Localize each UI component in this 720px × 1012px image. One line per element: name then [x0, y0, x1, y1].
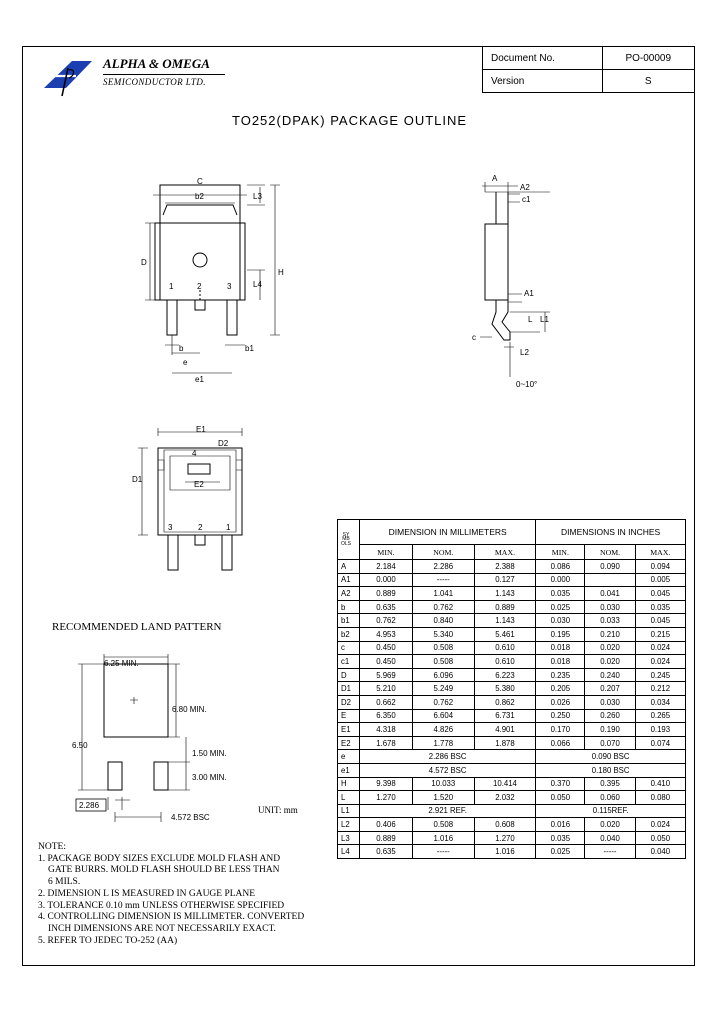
row-value: 0.045: [635, 587, 685, 601]
row-value: 1.143: [474, 614, 536, 628]
dim-label-b2: b2: [195, 192, 204, 201]
row-symbol: L4: [338, 845, 360, 859]
row-value: 5.969: [360, 668, 413, 682]
row-value-in-span: 0.180 BSC: [536, 763, 686, 777]
row-value: 0.210: [585, 627, 635, 641]
mm-header: DIMENSION IN MILLIMETERS: [360, 520, 536, 545]
row-value: 0.889: [360, 831, 413, 845]
dim-label-angle: 0~10°: [516, 380, 538, 389]
row-value: 1.778: [412, 736, 474, 750]
table-row: [338, 614, 686, 628]
row-value: 0.030: [585, 695, 635, 709]
row-value: 1.143: [474, 587, 536, 601]
version-label: Version: [483, 70, 603, 93]
row-value: 0.508: [412, 818, 474, 832]
dim-label-L1: L1: [540, 315, 549, 324]
row-value: 1.678: [360, 736, 413, 750]
row-symbol: e1: [338, 763, 360, 777]
row-value: 0.240: [585, 668, 635, 682]
row-value: 0.035: [536, 831, 585, 845]
row-value: 0.215: [635, 627, 685, 641]
row-symbol: A: [338, 560, 360, 574]
table-row: [338, 845, 686, 859]
row-value: 0.024: [635, 818, 685, 832]
subheader-min-mm: MIN.: [360, 545, 413, 560]
row-symbol: D: [338, 668, 360, 682]
row-symbol: c1: [338, 655, 360, 669]
table-row: [338, 723, 686, 737]
row-value: 0.635: [360, 600, 413, 614]
notes-block: [38, 842, 304, 947]
row-value: 0.005: [635, 573, 685, 587]
row-symbol: L: [338, 791, 360, 805]
subheader-nom-mm: NOM.: [412, 545, 474, 560]
row-value: 0.508: [412, 655, 474, 669]
table-subheader-row: [338, 545, 686, 560]
dim-label-A2: A2: [520, 183, 530, 192]
row-value: 0.450: [360, 641, 413, 655]
row-value: 0.026: [536, 695, 585, 709]
pad-label-4: 4: [192, 449, 197, 458]
row-value: 0.090: [585, 560, 635, 574]
row-value: 0.762: [360, 614, 413, 628]
land-label-gap: 1.50 MIN.: [192, 749, 227, 758]
row-value: 0.020: [585, 818, 635, 832]
table-row: [338, 791, 686, 805]
row-value: 4.826: [412, 723, 474, 737]
top-view-drawing: [135, 175, 295, 390]
dim-label-c1: c1: [522, 195, 531, 204]
dim-label-A: A: [492, 174, 498, 183]
row-value: 0.034: [635, 695, 685, 709]
row-value: 0.245: [635, 668, 685, 682]
row-value: 0.041: [585, 587, 635, 601]
table-row: [338, 777, 686, 791]
pin-label-1: 1: [169, 282, 174, 291]
table-row: [338, 804, 686, 818]
row-symbol: L2: [338, 818, 360, 832]
row-symbol: b: [338, 600, 360, 614]
row-value: 0.040: [635, 845, 685, 859]
table-row: [338, 573, 686, 587]
row-value: 0.030: [536, 614, 585, 628]
row-value: 1.878: [474, 736, 536, 750]
note-line: GATE BURRS. MOLD FLASH SHOULD BE LESS THAN: [48, 865, 280, 876]
row-value: 2.184: [360, 560, 413, 574]
version-value: S: [602, 70, 694, 93]
unit-label: UNIT: mm: [258, 805, 298, 815]
row-value: 2.286: [412, 560, 474, 574]
page-title: TO252(DPAK) PACKAGE OUTLINE: [232, 113, 468, 128]
row-value: 0.205: [536, 682, 585, 696]
row-value: 4.901: [474, 723, 536, 737]
row-value: 0.050: [635, 831, 685, 845]
row-value: 0.086: [536, 560, 585, 574]
dimension-table: [337, 519, 686, 859]
row-value: 0.025: [536, 600, 585, 614]
row-value: 5.340: [412, 627, 474, 641]
land-pattern-title: RECOMMENDED LAND PATTERN: [52, 621, 222, 633]
row-value: 0.260: [585, 709, 635, 723]
dim-label-C: C: [197, 177, 203, 186]
note-line: 2. DIMENSION L IS MEASURED IN GAUGE PLANE: [38, 888, 256, 899]
bottom-pin-label-1: 1: [226, 523, 231, 532]
row-value: 2.032: [474, 791, 536, 805]
row-value: 0.610: [474, 655, 536, 669]
row-value: 1.520: [412, 791, 474, 805]
row-value: -----: [412, 573, 474, 587]
logo-rule: [103, 74, 225, 75]
document-number-label: Document No.: [483, 47, 603, 70]
land-label-pad-height: 3.00 MIN.: [192, 773, 227, 782]
row-value: 1.041: [412, 587, 474, 601]
subheader-max-in: MAX.: [635, 545, 685, 560]
row-value: 0.000: [360, 573, 413, 587]
bottom-view-drawing: [130, 420, 260, 580]
dim-label-E1: E1: [196, 425, 206, 434]
row-value: 0.635: [360, 845, 413, 859]
row-value: 5.210: [360, 682, 413, 696]
row-value: 9.398: [360, 777, 413, 791]
row-value: 0.060: [585, 791, 635, 805]
row-value: 6.096: [412, 668, 474, 682]
row-value: 1.016: [412, 831, 474, 845]
land-label-total: 6.50: [72, 741, 88, 750]
dim-label-e1: e1: [195, 375, 204, 384]
row-symbol: E2: [338, 736, 360, 750]
note-line: 5. REFER TO JEDEC TO-252 (AA): [38, 935, 178, 946]
row-value: 0.074: [635, 736, 685, 750]
row-value: 0.000: [536, 573, 585, 587]
table-row: [338, 831, 686, 845]
dim-label-H: H: [278, 268, 284, 277]
row-value: 6.731: [474, 709, 536, 723]
pin-label-2: 2: [197, 282, 202, 291]
row-value: 0.127: [474, 573, 536, 587]
dim-label-E2: E2: [194, 480, 204, 489]
row-value: 6.604: [412, 709, 474, 723]
notes-heading: NOTE:: [38, 842, 66, 852]
table-header-row: [338, 520, 686, 545]
row-value: 0.235: [536, 668, 585, 682]
row-value: 0.406: [360, 818, 413, 832]
row-value: 10.033: [412, 777, 474, 791]
row-value-mm-span: 2.921 REF.: [360, 804, 536, 818]
row-value: -----: [585, 845, 635, 859]
table-row: [338, 736, 686, 750]
row-value: 0.395: [585, 777, 635, 791]
row-value-mm-span: 4.572 BSC: [360, 763, 536, 777]
row-value: 5.380: [474, 682, 536, 696]
row-value: 6.223: [474, 668, 536, 682]
row-value: [585, 573, 635, 587]
table-row: [338, 818, 686, 832]
row-value: 0.050: [536, 791, 585, 805]
row-value-in-span: 0.090 BSC: [536, 750, 686, 764]
row-value: 0.190: [585, 723, 635, 737]
note-line: 1. PACKAGE BODY SIZES EXCLUDE MOLD FLASH AND: [38, 853, 281, 864]
inch-header: DIMENSIONS IN INCHES: [536, 520, 686, 545]
row-value: 0.608: [474, 818, 536, 832]
row-value: 0.193: [635, 723, 685, 737]
table-row: [338, 627, 686, 641]
dim-label-D2: D2: [218, 439, 229, 448]
dim-label-b1: b1: [245, 344, 254, 353]
row-symbol: L1: [338, 804, 360, 818]
row-value: 0.450: [360, 655, 413, 669]
pin-label-3: 3: [227, 282, 232, 291]
company-logo: [42, 58, 98, 98]
row-value: 0.024: [635, 641, 685, 655]
row-value: 0.889: [360, 587, 413, 601]
row-value: 0.195: [536, 627, 585, 641]
row-symbol: c: [338, 641, 360, 655]
row-symbol: H: [338, 777, 360, 791]
bottom-pin-label-2: 2: [198, 523, 203, 532]
document-header-table: [482, 46, 695, 93]
row-value: -----: [412, 845, 474, 859]
row-value: 0.025: [536, 845, 585, 859]
table-row: [338, 655, 686, 669]
table-row: [338, 668, 686, 682]
row-value: 0.045: [635, 614, 685, 628]
row-value: 0.035: [536, 587, 585, 601]
row-value: 1.270: [474, 831, 536, 845]
company-subtitle: SEMICONDUCTOR LTD.: [103, 77, 206, 87]
row-value: 0.410: [635, 777, 685, 791]
side-view-drawing: [470, 172, 560, 392]
dim-label-D: D: [141, 258, 147, 267]
row-value: 0.250: [536, 709, 585, 723]
row-value: 6.350: [360, 709, 413, 723]
row-value: 0.508: [412, 641, 474, 655]
row-value: 2.388: [474, 560, 536, 574]
dim-label-c: c: [472, 333, 476, 342]
table-row: [338, 600, 686, 614]
row-value: 0.840: [412, 614, 474, 628]
row-value: 5.249: [412, 682, 474, 696]
row-value: 0.020: [585, 641, 635, 655]
row-symbol: A2: [338, 587, 360, 601]
table-row: [338, 560, 686, 574]
row-symbol: A1: [338, 573, 360, 587]
row-value: 0.762: [412, 695, 474, 709]
row-symbol: D1: [338, 682, 360, 696]
row-value: 4.318: [360, 723, 413, 737]
row-value: 0.889: [474, 600, 536, 614]
row-symbol: e: [338, 750, 360, 764]
row-symbol: b2: [338, 627, 360, 641]
land-label-height: 6.80 MIN.: [172, 705, 207, 714]
dim-label-A1: A1: [524, 289, 534, 298]
table-row: [338, 750, 686, 764]
row-value: 0.207: [585, 682, 635, 696]
dim-label-L: L: [528, 315, 533, 324]
row-value: 0.024: [635, 655, 685, 669]
row-value: 0.370: [536, 777, 585, 791]
row-value: 0.212: [635, 682, 685, 696]
table-row: [338, 641, 686, 655]
note-line: 4. CONTROLLING DIMENSION IS MILLIMETER. CONVERTED: [38, 912, 305, 923]
row-value: 4.953: [360, 627, 413, 641]
dim-label-L2: L2: [520, 348, 529, 357]
row-symbol: L3: [338, 831, 360, 845]
company-name: ALPHA & OMEGA: [103, 56, 210, 71]
note-line: INCH DIMENSIONS ARE NOT NECESSARILY EXACT.: [48, 923, 276, 934]
document-number-value: PO-00009: [602, 47, 694, 70]
row-value: 0.016: [536, 818, 585, 832]
row-value: 0.170: [536, 723, 585, 737]
row-value: 0.018: [536, 655, 585, 669]
row-value: 0.080: [635, 791, 685, 805]
row-value: 0.033: [585, 614, 635, 628]
symbols-header: SYMBOLS: [338, 520, 360, 560]
dim-label-b: b: [179, 344, 184, 353]
land-label-pitch: 4.572 BSC: [171, 813, 210, 822]
land-pattern-drawing: [68, 652, 258, 827]
row-symbol: E1: [338, 723, 360, 737]
row-value: 0.040: [585, 831, 635, 845]
land-label-pad-width: 2.286: [79, 801, 100, 810]
land-label-width: 6.25 MIN.: [104, 659, 139, 668]
row-value: 0.020: [585, 655, 635, 669]
row-value: 5.461: [474, 627, 536, 641]
row-value: 10.414: [474, 777, 536, 791]
row-symbol: b1: [338, 614, 360, 628]
dim-label-e: e: [183, 358, 188, 367]
table-row: [338, 587, 686, 601]
bottom-pin-label-3: 3: [168, 523, 173, 532]
row-value: 1.270: [360, 791, 413, 805]
table-row: [338, 682, 686, 696]
dim-label-L3: L3: [253, 192, 262, 201]
table-row: [338, 695, 686, 709]
row-symbol: D2: [338, 695, 360, 709]
row-value-in-span: 0.115REF.: [536, 804, 686, 818]
row-value: 0.070: [585, 736, 635, 750]
row-value: 0.094: [635, 560, 685, 574]
note-line: 3. TOLERANCE 0.10 mm UNLESS OTHERWISE SPECIFIED: [38, 900, 285, 911]
row-value-mm-span: 2.286 BSC: [360, 750, 536, 764]
row-value: 0.018: [536, 641, 585, 655]
row-value: 0.265: [635, 709, 685, 723]
table-row: [338, 763, 686, 777]
row-value: 1.016: [474, 845, 536, 859]
subheader-nom-in: NOM.: [585, 545, 635, 560]
row-value: 0.030: [585, 600, 635, 614]
subheader-max-mm: MAX.: [474, 545, 536, 560]
note-line: 6 MILS.: [48, 877, 81, 888]
row-value: 0.662: [360, 695, 413, 709]
row-value: 0.066: [536, 736, 585, 750]
row-value: 0.862: [474, 695, 536, 709]
table-row: [338, 709, 686, 723]
row-value: 0.035: [635, 600, 685, 614]
subheader-min-in: MIN.: [536, 545, 585, 560]
row-value: 0.762: [412, 600, 474, 614]
row-value: 0.610: [474, 641, 536, 655]
dim-label-D1: D1: [132, 475, 143, 484]
dim-label-L4: L4: [253, 280, 262, 289]
row-symbol: E: [338, 709, 360, 723]
